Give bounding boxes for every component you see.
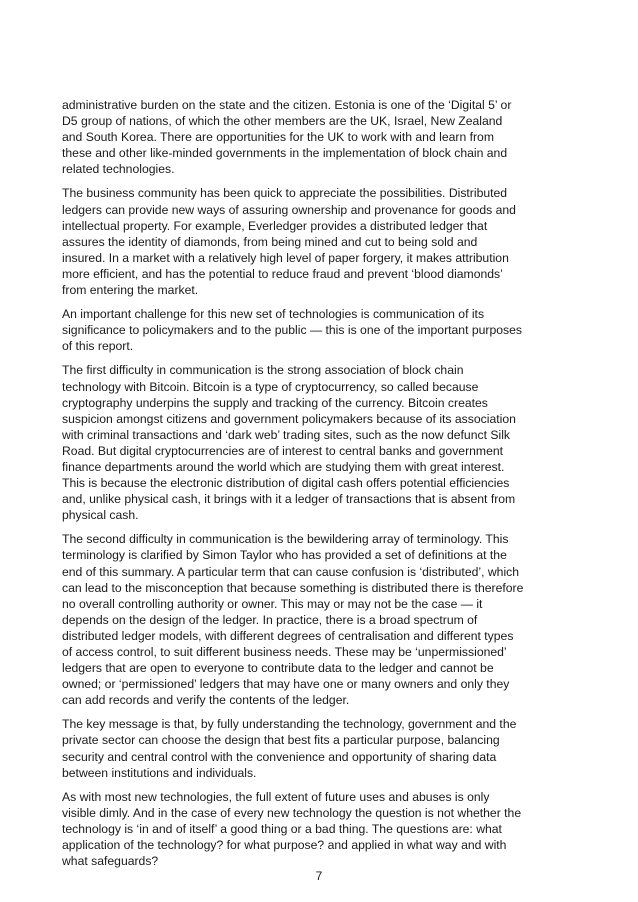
paragraph-business-community: The business community has been quick to appreciate the possibilities. Distributed ledgers can provide new ways of assuring ownership and provenance for goods and intellectual property. For example, Everledger provides a distributed ledger that assures the identity of diamonds, from being mined and cut to being sold and insured. In a market with a relatively high level of paper forgery, it makes attribution more efficient, and has the potential to reduce fraud and prevent ‘blood diamonds’ from entering the market. (62, 186, 516, 298)
paragraph-communication-challenge: An important challenge for this new set of technologies is communication of its significance to policymakers and to the public — this is one of the important purposes of this report. (62, 307, 522, 354)
paragraph-first-difficulty: The first difficulty in communication is the strong association of block chain technology with Bitcoin. Bitcoin is a type of cryptocurrency, so called because cryptography underpins the supply and tracking of the currency. Bitcoin creates suspicion amongst citizens and government policymakers because of its association with criminal transactions and ‘dark web’ trading sites, such as the now defunct Silk Road. But digital cryptocurrencies are of interest to central banks and government finance departments around the world which are studying them with great interest. This is because the electronic distribution of digital cash offers potential efficiencies and, unlike physical cash, it brings with it a ledger of transactions that is absent from physical cash. (62, 363, 516, 523)
paragraph-key-message: The key message is that, by fully understanding the technology, government and the private sector can choose the design that best fits a particular purpose, balancing security and central control with the convenience and opportunity of sharing data between institutions and individuals. (62, 717, 517, 780)
body-text (62, 97, 524, 877)
paragraph-estonia-d5: administrative burden on the state and the citizen. Estonia is one of the ‘Digital 5’ or D5 group of nations, of which the other members are the UK, Israel, New Zealand and South Korea. There are opportunities for the UK to work with and learn from these and other like-minded governments in the implementation of block chain and related technologies. (62, 98, 512, 177)
paragraph-new-technologies: As with most new technologies, the full extent of future uses and abuses is only visible dimly. And in the case of every new technology the question is not whether the technology is ‘in and of itself’ a good thing or a bad thing. The questions are: what application of the technology? for what purpose? and applied in what way and with what safeguards? (62, 789, 522, 869)
paragraph-second-difficulty: The second difficulty in communication is the bewildering array of terminology. This terminology is clarified by Simon Taylor who has provided a set of definitions at the end of this summary. A particular term that can cause confusion is ‘distributed’, which can lead to the misconception that because something is distributed there is therefore no overall controlling authority or owner. This may or may not be the case — it depends on the design of the ledger. In practice, there is a broad spectrum of distributed ledger models, with different degrees of centralisation and different types of access control, to suit different business needs. These may be ‘unpermissioned’ ledgers that are open to everyone to contribute data to the ledger and cannot be owned; or ‘permissioned’ ledgers that may have one or many owners and only they can add records and verify the contents of the ledger. (62, 532, 524, 708)
page-number: 7 (315, 869, 323, 883)
